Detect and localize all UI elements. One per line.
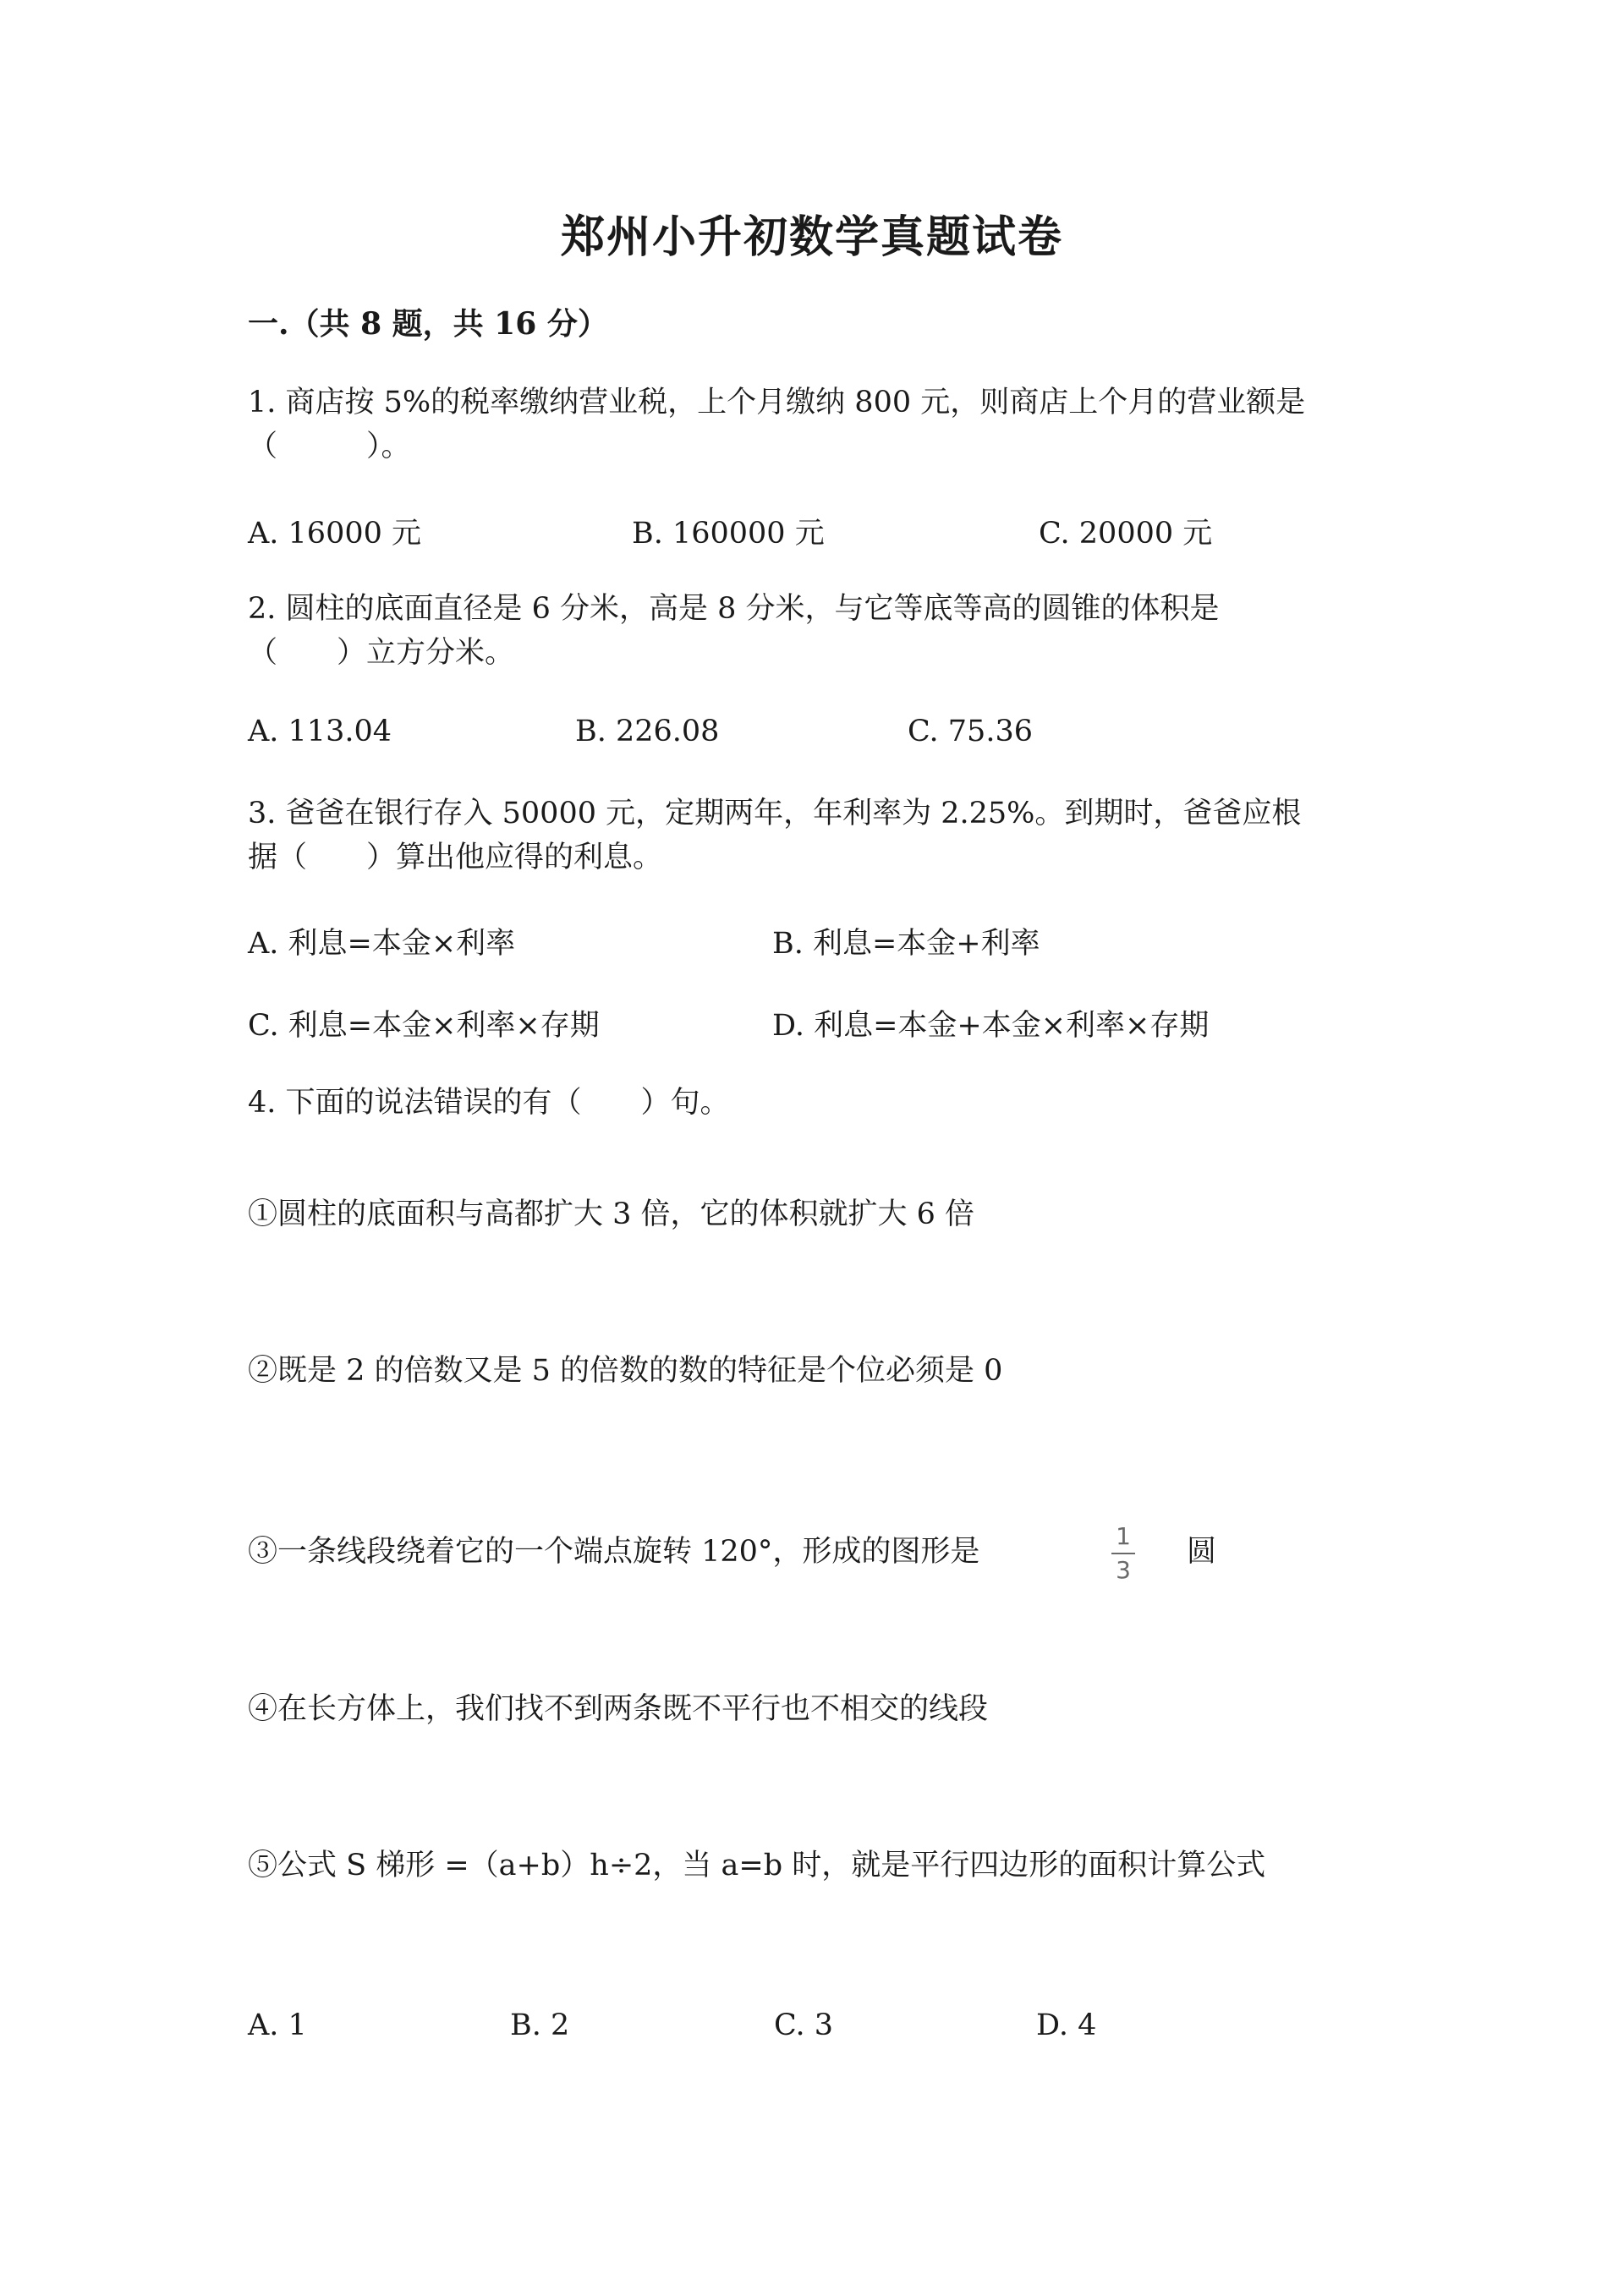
question-4-option-c: C. 3 bbox=[774, 2008, 834, 2042]
question-2-option-c: C. 75.36 bbox=[908, 715, 1033, 748]
question-3-option-a: A. 利息=本金×利率 bbox=[248, 927, 516, 961]
question-1-option-a: A. 16000 元 bbox=[248, 517, 421, 551]
question-3-option-c: C. 利息=本金×利率×存期 bbox=[248, 1009, 600, 1043]
question-1-option-b: B. 160000 元 bbox=[632, 517, 825, 551]
question-2-option-a: A. 113.04 bbox=[248, 715, 392, 748]
page-title: 郑州小升初数学真题试卷 bbox=[560, 211, 1063, 263]
question-1-line-2: （ ）。 bbox=[248, 430, 411, 463]
question-3-option-d: D. 利息=本金+本金×利率×存期 bbox=[772, 1009, 1210, 1043]
fraction-numerator: 1 bbox=[1116, 1522, 1131, 1550]
question-4-statement-4: ④在长方体上，我们找不到两条既不平行也不相交的线段 bbox=[248, 1692, 989, 1726]
question-4-statement-2: ②既是 2 的倍数又是 5 的倍数的数的特征是个位必须是 0 bbox=[248, 1354, 1003, 1388]
question-4-statement-3: ③一条线段绕着它的一个端点旋转 120°，形成的图形是 bbox=[248, 1535, 980, 1569]
question-3-line-2: 据（ ）算出他应得的利息。 bbox=[248, 841, 663, 874]
question-3-line-1: 3. 爸爸在银行存入 50000 元，定期两年，年利率为 2.25%。到期时，爸爸应根 bbox=[248, 797, 1302, 830]
fraction-bar bbox=[1111, 1553, 1135, 1554]
question-3-option-b: B. 利息=本金+利率 bbox=[772, 927, 1040, 961]
question-4-statement-1: ①圆柱的底面积与高都扩大 3 倍，它的体积就扩大 6 倍 bbox=[248, 1197, 975, 1231]
question-4-option-b: B. 2 bbox=[510, 2008, 570, 2042]
question-4-option-d: D. 4 bbox=[1036, 2008, 1097, 2042]
question-2-option-b: B. 226.08 bbox=[575, 715, 720, 748]
fraction-denominator: 3 bbox=[1116, 1556, 1131, 1584]
question-4-stem: 4. 下面的说法错误的有（ ）句。 bbox=[248, 1086, 730, 1120]
question-2-line-2: （ ）立方分米。 bbox=[248, 636, 515, 670]
question-4-statement-3-suffix: 圆 bbox=[1187, 1535, 1217, 1569]
question-4-option-a: A. 1 bbox=[248, 2008, 307, 2042]
section-heading: 一.（共 8 题，共 16 分） bbox=[248, 306, 608, 342]
question-1-line-1: 1. 商店按 5%的税率缴纳营业税，上个月缴纳 800 元，则商店上个月的营业额是 bbox=[248, 386, 1306, 419]
question-1-option-c: C. 20000 元 bbox=[1039, 517, 1213, 551]
question-2-line-1: 2. 圆柱的底面直径是 6 分米，高是 8 分米，与它等底等高的圆锥的体积是 bbox=[248, 592, 1220, 626]
question-4-statement-5: ⑤公式 S 梯形 =（a+b）h÷2，当 a=b 时，就是平行四边形的面积计算公式 bbox=[248, 1849, 1266, 1882]
fraction-one-third bbox=[1108, 1522, 1138, 1585]
